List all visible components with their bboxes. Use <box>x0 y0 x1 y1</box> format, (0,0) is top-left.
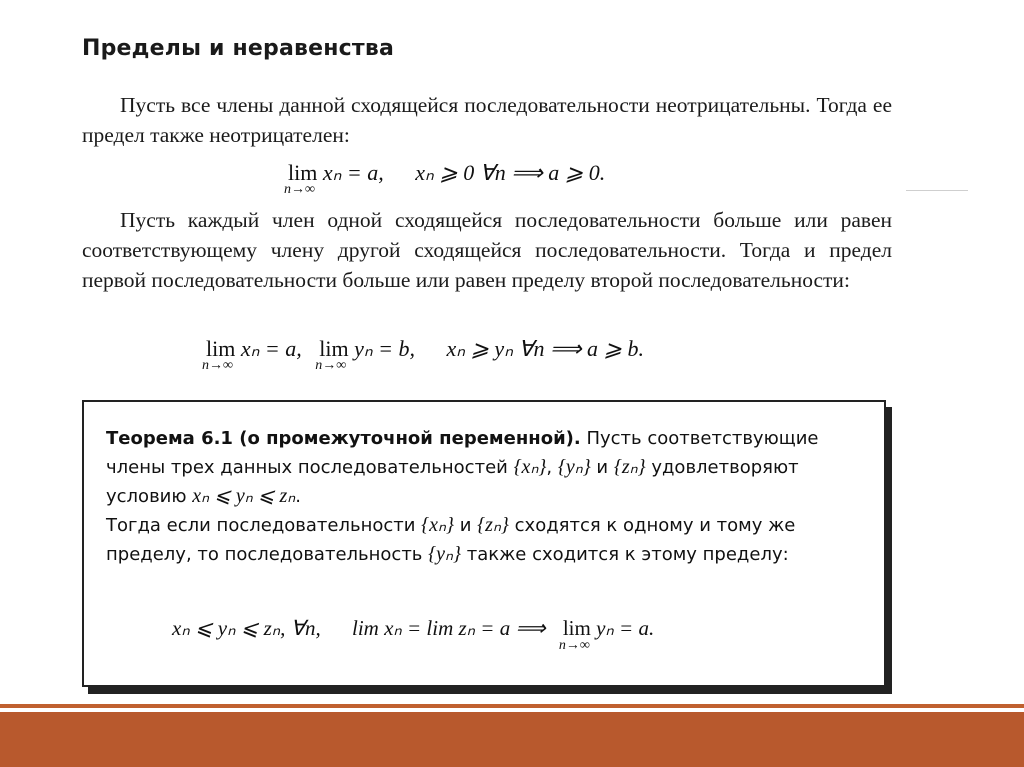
lim-text: lim <box>319 336 349 361</box>
formula-2-part-2: yₙ = b, <box>354 336 415 361</box>
lim-subscript: n→∞ <box>315 358 347 373</box>
seq-x: {xₙ} <box>421 514 455 536</box>
lim-operator <box>558 616 591 653</box>
seq-y: {yₙ} <box>557 456 591 478</box>
theorem-text-4: сходятся к одному и тому же пределу, то последовательность <box>106 515 796 565</box>
theorem-text-1: Пусть соответствующие члены трех данных последовательностей <box>106 428 819 478</box>
formula-1-part-1: xₙ = a, <box>322 160 384 185</box>
formula-2-part-1: xₙ = a, <box>240 336 302 361</box>
seq-z: {zₙ} <box>477 514 509 536</box>
seq-z: {zₙ} <box>613 456 646 478</box>
lim-operator <box>284 160 318 197</box>
lim-subscript: n→∞ <box>558 638 590 653</box>
lim-subscript: n→∞ <box>284 182 315 197</box>
formula-comparison-limits <box>202 336 644 373</box>
lim-operator <box>315 336 349 373</box>
lim-text: lim <box>206 336 236 361</box>
seq-y: {yₙ} <box>428 543 461 565</box>
formula-2-part-3: xₙ ⩾ yₙ ∀n ⟹ a ⩾ b. <box>446 336 644 361</box>
theorem-text-3: Тогда если последовательности <box>106 515 422 536</box>
theorem-text <box>106 424 866 569</box>
conjunction: и <box>590 457 614 478</box>
seq-x: {xₙ} <box>513 456 547 478</box>
footer-accent-line <box>0 704 1024 708</box>
conjunction: и <box>454 515 478 536</box>
paragraph-comparison <box>82 205 892 295</box>
theorem-formula-part-2: lim xₙ = lim zₙ = a ⟹ <box>351 616 546 640</box>
formula-nonnegative-limit <box>284 160 606 197</box>
period: . <box>295 486 301 507</box>
lim-subscript: n→∞ <box>202 358 233 373</box>
theorem-formula-part-3: yₙ = a. <box>596 616 655 640</box>
theorem-text-2: удовлетворяют условию <box>106 457 799 507</box>
theorem-formula <box>172 616 655 653</box>
lim-text: lim <box>562 616 591 640</box>
theorem-text-5: также сходится к этому пределу: <box>460 544 789 565</box>
section-heading: Пределы и неравенства <box>82 36 395 61</box>
theorem-formula-part-1: xₙ ⩽ yₙ ⩽ zₙ, ∀n, <box>172 616 321 640</box>
theorem-title: Теорема 6.1 (о промежуточной переменной). <box>106 428 581 449</box>
lim-text: lim <box>288 160 318 185</box>
theorem-box <box>82 400 886 687</box>
paragraph-1-text: Пусть все члены данной сходящейся последовательности неотрицательны. Тогда ее предел также неотрицателен: <box>82 93 892 147</box>
decorative-line <box>906 190 968 191</box>
paragraph-nonnegative <box>82 90 892 150</box>
theorem-condition: xₙ ⩽ yₙ ⩽ zₙ <box>192 485 296 507</box>
separator: , <box>546 457 558 478</box>
formula-1-part-2: xₙ ⩾ 0 ∀n ⟹ a ⩾ 0. <box>415 160 606 185</box>
lim-operator <box>202 336 236 373</box>
paragraph-2-text: Пусть каждый член одной сходящейся последовательности больше или равен соответствующему члену другой сходящейся последовательности. Тогда и предел первой последовательности больше или равен пределу второй последовательности: <box>82 208 892 292</box>
footer-band <box>0 712 1024 767</box>
